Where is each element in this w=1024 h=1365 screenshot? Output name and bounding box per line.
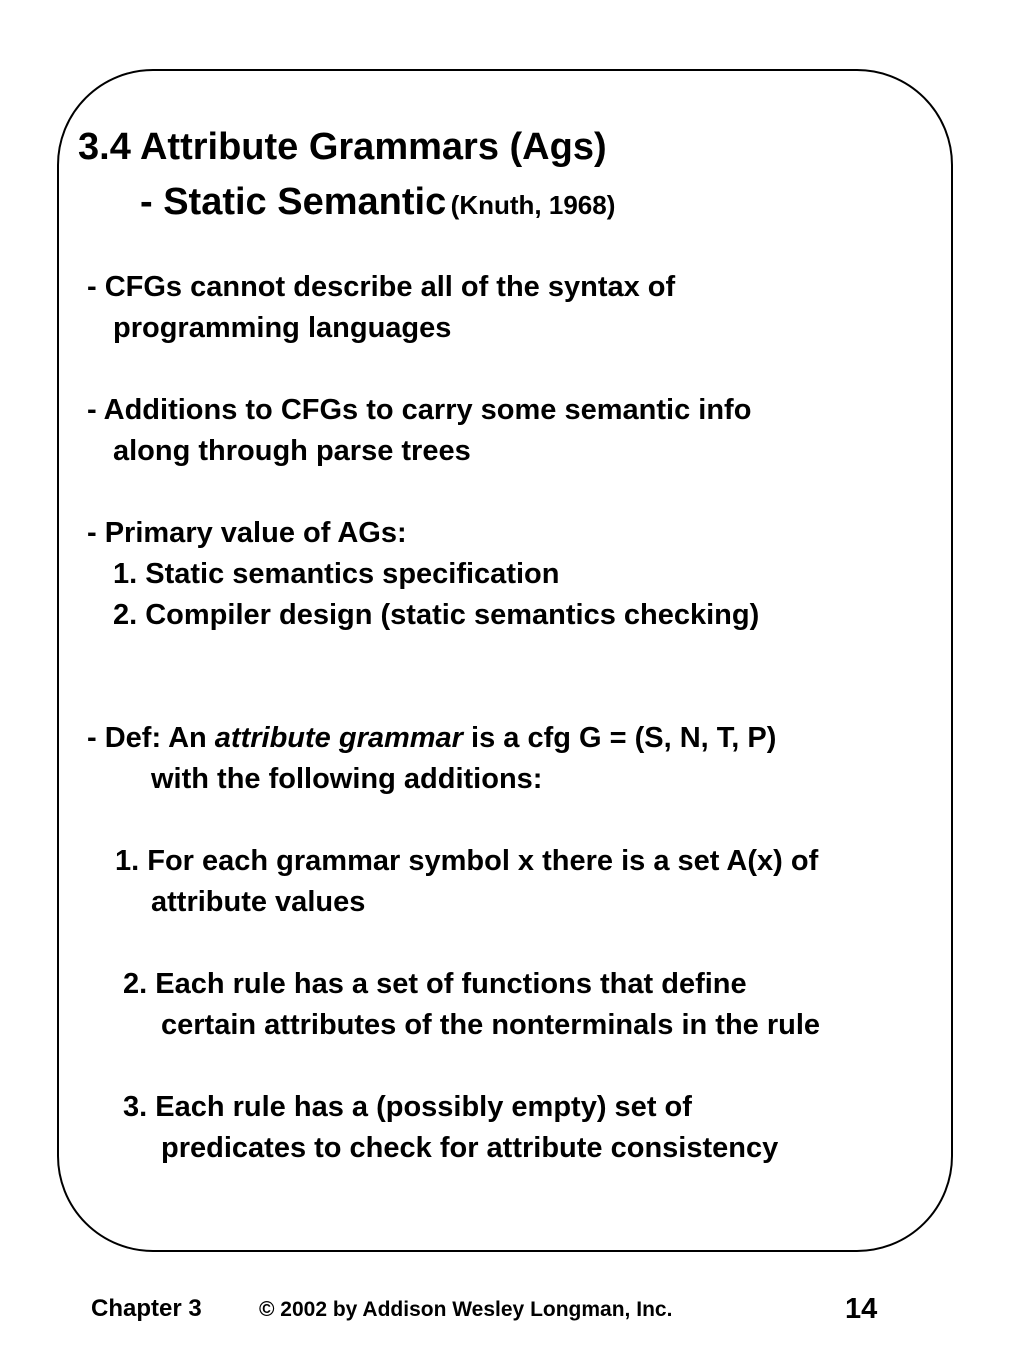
bullet-1-line-1: - CFGs cannot describe all of the syntax of [87, 271, 676, 303]
subtitle-citation: (Knuth, 1968) [450, 190, 616, 220]
definition-line-1 [87, 724, 776, 753]
definition-prefix: - Def: An [87, 722, 215, 754]
slide-frame [57, 69, 953, 1252]
definition-suffix: is a cfg G = (S, N, T, P) [462, 722, 777, 754]
bullet-3-line-1: - Primary value of AGs: [87, 517, 407, 549]
definition-line-2: with the following additions: [151, 763, 543, 795]
point-1-line-2: attribute values [151, 886, 366, 918]
point-1-line-1: 1. For each grammar symbol x there is a set A(x) of [115, 845, 819, 877]
subtitle-text: - Static Semantic [140, 181, 447, 223]
footer-copyright: © 2002 by Addison Wesley Longman, Inc. [259, 1298, 673, 1321]
page-number: 14 [845, 1293, 878, 1325]
bullet-2-line-2: along through parse trees [113, 435, 471, 467]
bullet-2-line-1: - Additions to CFGs to carry some semantic info [87, 394, 752, 426]
point-2-line-2: certain attributes of the nonterminals in the rule [161, 1009, 821, 1041]
point-2-line-1: 2. Each rule has a set of functions that define [123, 968, 747, 1000]
definition-term: attribute grammar [214, 722, 463, 754]
bullet-3-item-2: 2. Compiler design (static semantics checking) [113, 599, 760, 631]
footer-chapter: Chapter 3 [91, 1295, 202, 1322]
slide-subtitle [140, 183, 615, 221]
point-3-line-2: predicates to check for attribute consistency [161, 1132, 779, 1164]
slide-title: 3.4 Attribute Grammars (Ags) [78, 126, 607, 168]
point-3-line-1: 3. Each rule has a (possibly empty) set of [123, 1091, 692, 1123]
bullet-1-line-2: programming languages [113, 312, 452, 344]
bullet-3-item-1: 1. Static semantics specification [113, 558, 560, 590]
